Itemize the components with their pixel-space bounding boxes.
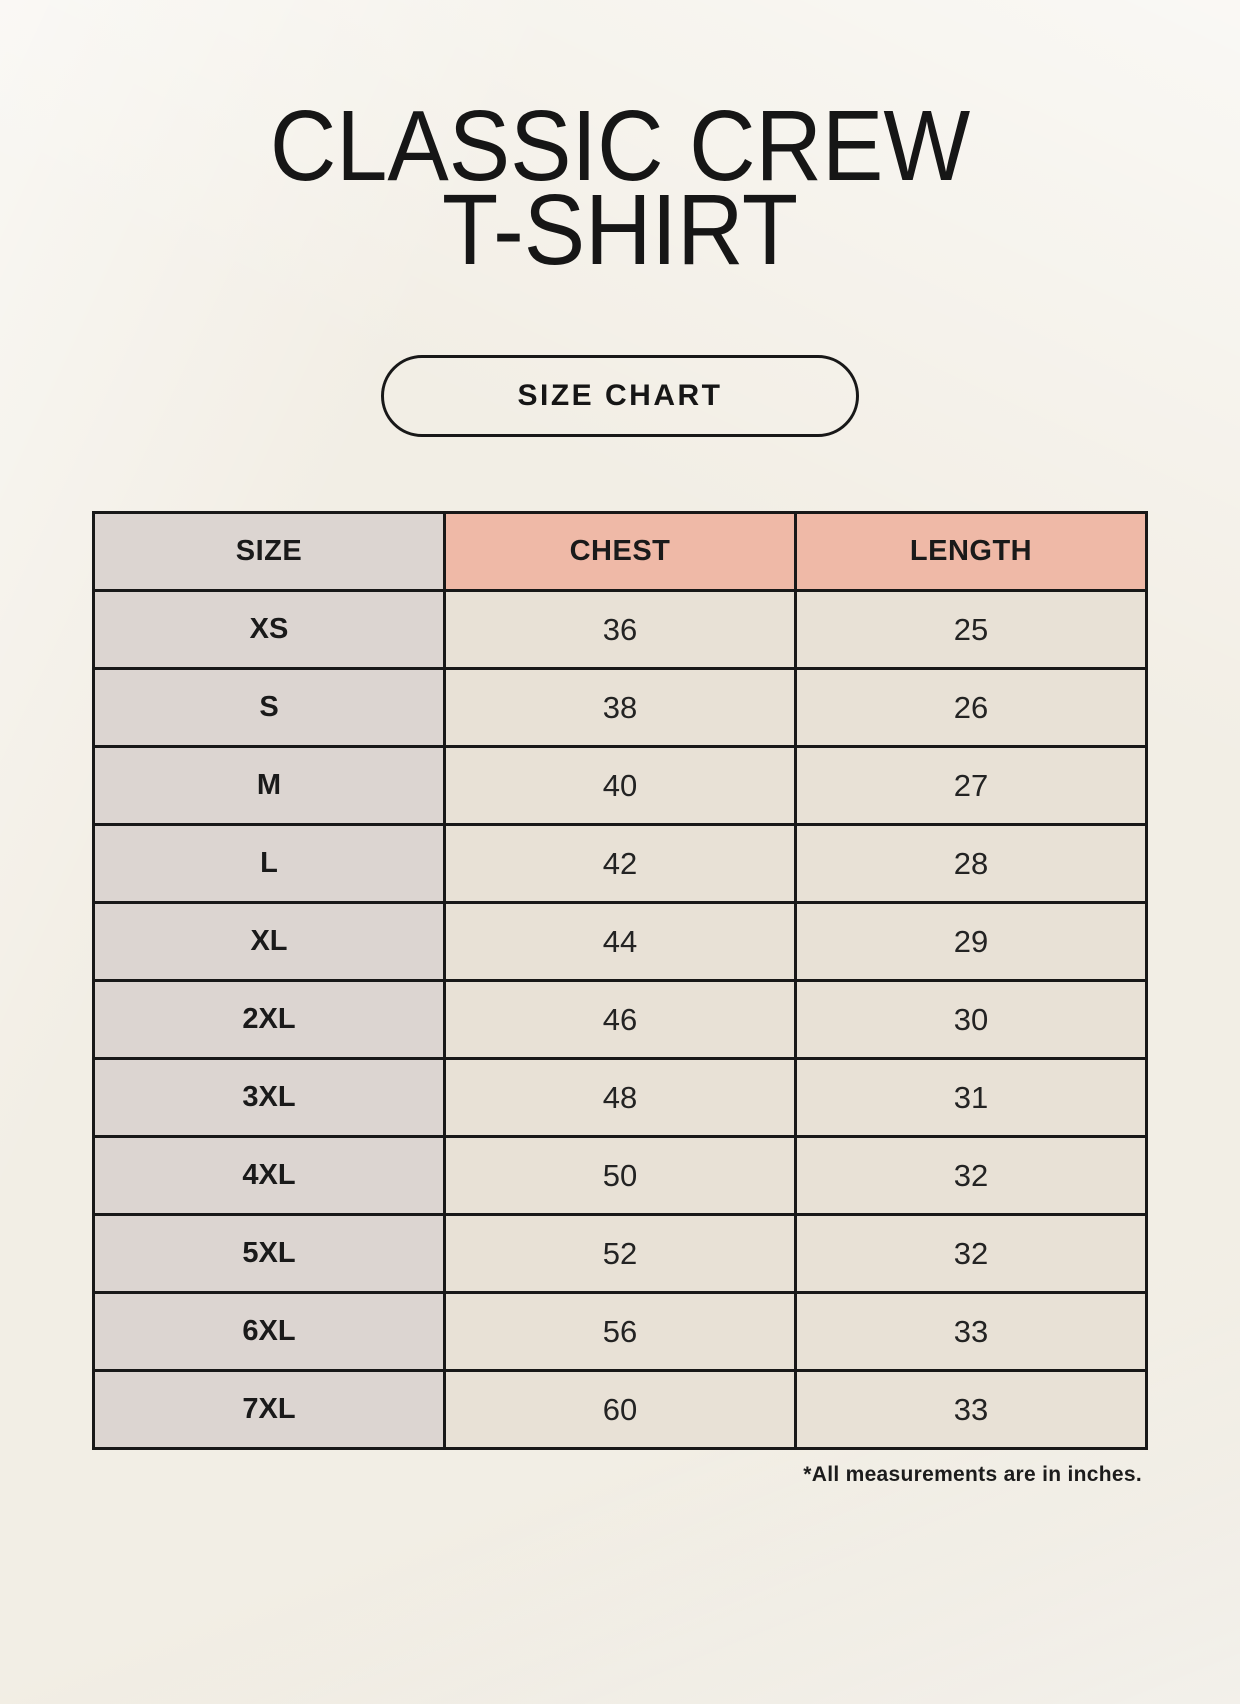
chest-cell: 42 xyxy=(445,825,796,903)
size-cell: 4XL xyxy=(94,1137,445,1215)
length-cell: 27 xyxy=(796,747,1147,825)
chest-cell: 36 xyxy=(445,591,796,669)
table-row xyxy=(94,1059,1147,1137)
length-cell: 32 xyxy=(796,1137,1147,1215)
length-cell: 33 xyxy=(796,1371,1147,1449)
chest-cell: 56 xyxy=(445,1293,796,1371)
table-header-row xyxy=(94,513,1147,591)
page-title-line1: CLASSIC CREW xyxy=(269,90,971,202)
chest-cell: 38 xyxy=(445,669,796,747)
size-chart-table xyxy=(92,511,1148,1450)
measurements-footnote: *All measurements are in inches. xyxy=(803,1463,1142,1486)
table-row xyxy=(94,825,1147,903)
column-header-chest: CHEST xyxy=(445,513,796,591)
page-title-line2: T-SHIRT xyxy=(441,174,799,286)
table-row xyxy=(94,1215,1147,1293)
table-row xyxy=(94,669,1147,747)
chest-cell: 60 xyxy=(445,1371,796,1449)
column-header-length: LENGTH xyxy=(796,513,1147,591)
length-cell: 32 xyxy=(796,1215,1147,1293)
size-cell: L xyxy=(94,825,445,903)
chest-cell: 40 xyxy=(445,747,796,825)
length-cell: 29 xyxy=(796,903,1147,981)
chest-cell: 52 xyxy=(445,1215,796,1293)
length-cell: 33 xyxy=(796,1293,1147,1371)
size-chart-badge-row xyxy=(0,355,1240,437)
size-chart-table-body xyxy=(94,591,1147,1449)
table-row xyxy=(94,903,1147,981)
table-row xyxy=(94,1371,1147,1449)
size-cell: S xyxy=(94,669,445,747)
page-title xyxy=(50,90,1191,286)
size-cell: XS xyxy=(94,591,445,669)
table-row xyxy=(94,1293,1147,1371)
table-row xyxy=(94,981,1147,1059)
table-row xyxy=(94,747,1147,825)
chest-cell: 48 xyxy=(445,1059,796,1137)
chest-cell: 46 xyxy=(445,981,796,1059)
size-cell: 7XL xyxy=(94,1371,445,1449)
table-row xyxy=(94,591,1147,669)
size-chart-button[interactable]: SIZE CHART xyxy=(381,355,859,437)
table-row xyxy=(94,1137,1147,1215)
size-cell: 5XL xyxy=(94,1215,445,1293)
length-cell: 26 xyxy=(796,669,1147,747)
chest-cell: 44 xyxy=(445,903,796,981)
length-cell: 31 xyxy=(796,1059,1147,1137)
chest-cell: 50 xyxy=(445,1137,796,1215)
size-cell: 3XL xyxy=(94,1059,445,1137)
length-cell: 25 xyxy=(796,591,1147,669)
size-cell: M xyxy=(94,747,445,825)
size-cell: 6XL xyxy=(94,1293,445,1371)
size-cell: 2XL xyxy=(94,981,445,1059)
column-header-size: SIZE xyxy=(94,513,445,591)
length-cell: 30 xyxy=(796,981,1147,1059)
size-cell: XL xyxy=(94,903,445,981)
size-chart-table-header xyxy=(94,513,1147,591)
length-cell: 28 xyxy=(796,825,1147,903)
